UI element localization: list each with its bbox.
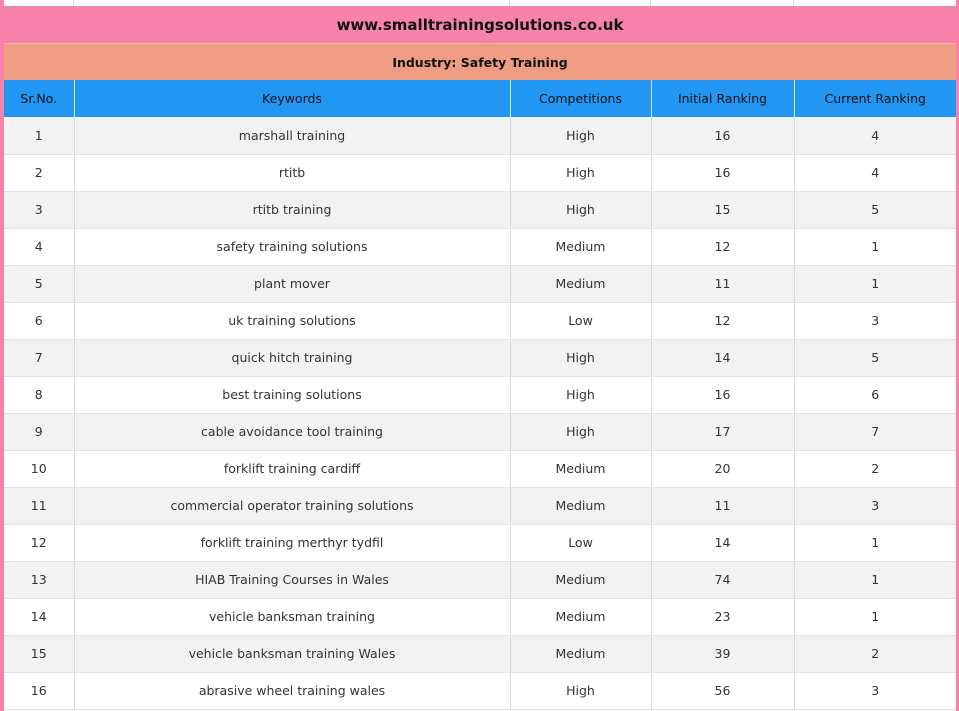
cell-current-ranking: 4 — [794, 154, 956, 191]
cell-competition: Medium — [510, 598, 651, 635]
cell-initial-ranking: 11 — [651, 487, 794, 524]
cell-current-ranking: 1 — [794, 561, 956, 598]
cell-current-ranking: 4 — [794, 117, 956, 154]
cell-srno: 7 — [4, 339, 74, 376]
table-row — [4, 524, 956, 561]
column-header-competitions: Competitions — [510, 80, 651, 117]
cell-competition: Medium — [510, 450, 651, 487]
table-row — [4, 672, 956, 709]
site-title: www.smalltrainingsolutions.co.uk — [4, 6, 956, 43]
cell-srno: 4 — [4, 228, 74, 265]
cell-srno: 2 — [4, 154, 74, 191]
cell-initial-ranking: 23 — [651, 598, 794, 635]
cell-srno: 6 — [4, 302, 74, 339]
cell-competition: Low — [510, 524, 651, 561]
cell-keyword: abrasive wheel training wales — [74, 672, 510, 709]
cell-initial-ranking: 14 — [651, 524, 794, 561]
cell-initial-ranking: 56 — [651, 672, 794, 709]
column-header-keywords: Keywords — [74, 80, 510, 117]
cell-srno: 5 — [4, 265, 74, 302]
cell-initial-ranking: 12 — [651, 228, 794, 265]
table-row — [4, 450, 956, 487]
cell-current-ranking: 3 — [794, 487, 956, 524]
cell-competition: Medium — [510, 228, 651, 265]
table-row — [4, 487, 956, 524]
cell-initial-ranking: 20 — [651, 450, 794, 487]
cell-initial-ranking: 15 — [651, 191, 794, 228]
cell-initial-ranking: 16 — [651, 117, 794, 154]
table-row — [4, 376, 956, 413]
cell-initial-ranking: 16 — [651, 154, 794, 191]
cell-initial-ranking: 39 — [651, 635, 794, 672]
cell-keyword: marshall training — [74, 117, 510, 154]
cell-srno: 9 — [4, 413, 74, 450]
table-header-row — [4, 80, 956, 117]
table-row — [4, 228, 956, 265]
cell-keyword: safety training solutions — [74, 228, 510, 265]
cell-keyword: quick hitch training — [74, 339, 510, 376]
cell-srno: 16 — [4, 672, 74, 709]
cell-competition: High — [510, 672, 651, 709]
cell-keyword: HIAB Training Courses in Wales — [74, 561, 510, 598]
cell-initial-ranking: 14 — [651, 339, 794, 376]
cell-srno: 14 — [4, 598, 74, 635]
cell-keyword: cable avoidance tool training — [74, 413, 510, 450]
column-header-initial-ranking: Initial Ranking — [651, 80, 794, 117]
cell-keyword: rtitb — [74, 154, 510, 191]
table-row — [4, 339, 956, 376]
cell-keyword: commercial operator training solutions — [74, 487, 510, 524]
industry-title: Industry: Safety Training — [4, 43, 956, 80]
ranking-report — [4, 0, 956, 711]
cell-current-ranking: 5 — [794, 339, 956, 376]
cell-current-ranking: 2 — [794, 450, 956, 487]
cell-current-ranking: 1 — [794, 598, 956, 635]
cell-keyword: vehicle banksman training — [74, 598, 510, 635]
cell-current-ranking: 2 — [794, 635, 956, 672]
cell-srno: 1 — [4, 117, 74, 154]
cell-current-ranking: 6 — [794, 376, 956, 413]
cell-srno: 8 — [4, 376, 74, 413]
table-row — [4, 117, 956, 154]
cell-keyword: rtitb training — [74, 191, 510, 228]
table-row — [4, 191, 956, 228]
cell-keyword: uk training solutions — [74, 302, 510, 339]
cell-srno: 11 — [4, 487, 74, 524]
cell-srno: 15 — [4, 635, 74, 672]
table-row — [4, 413, 956, 450]
cell-srno: 13 — [4, 561, 74, 598]
cell-competition: High — [510, 191, 651, 228]
cell-competition: High — [510, 376, 651, 413]
cell-current-ranking: 7 — [794, 413, 956, 450]
column-header-srno: Sr.No. — [4, 80, 74, 117]
cell-srno: 10 — [4, 450, 74, 487]
keyword-ranking-table — [4, 80, 956, 710]
cell-initial-ranking: 74 — [651, 561, 794, 598]
cell-initial-ranking: 16 — [651, 376, 794, 413]
table-row — [4, 598, 956, 635]
cell-initial-ranking: 17 — [651, 413, 794, 450]
cell-current-ranking: 1 — [794, 265, 956, 302]
cell-competition: Medium — [510, 635, 651, 672]
cell-srno: 12 — [4, 524, 74, 561]
cell-competition: Low — [510, 302, 651, 339]
cell-competition: Medium — [510, 265, 651, 302]
cell-competition: High — [510, 339, 651, 376]
cell-current-ranking: 1 — [794, 524, 956, 561]
cell-current-ranking: 5 — [794, 191, 956, 228]
table-row — [4, 265, 956, 302]
cell-keyword: forklift training cardiff — [74, 450, 510, 487]
table-row — [4, 635, 956, 672]
cell-current-ranking: 3 — [794, 302, 956, 339]
cell-current-ranking: 3 — [794, 672, 956, 709]
cell-keyword: vehicle banksman training Wales — [74, 635, 510, 672]
cell-keyword: forklift training merthyr tydfil — [74, 524, 510, 561]
cell-initial-ranking: 11 — [651, 265, 794, 302]
cell-competition: Medium — [510, 487, 651, 524]
cell-competition: Medium — [510, 561, 651, 598]
cell-keyword: plant mover — [74, 265, 510, 302]
cell-initial-ranking: 12 — [651, 302, 794, 339]
cell-competition: High — [510, 413, 651, 450]
table-row — [4, 561, 956, 598]
cell-srno: 3 — [4, 191, 74, 228]
cell-current-ranking: 1 — [794, 228, 956, 265]
table-row — [4, 302, 956, 339]
cell-keyword: best training solutions — [74, 376, 510, 413]
cell-competition: High — [510, 154, 651, 191]
table-row — [4, 154, 956, 191]
cell-competition: High — [510, 117, 651, 154]
column-header-current-ranking: Current Ranking — [794, 80, 956, 117]
